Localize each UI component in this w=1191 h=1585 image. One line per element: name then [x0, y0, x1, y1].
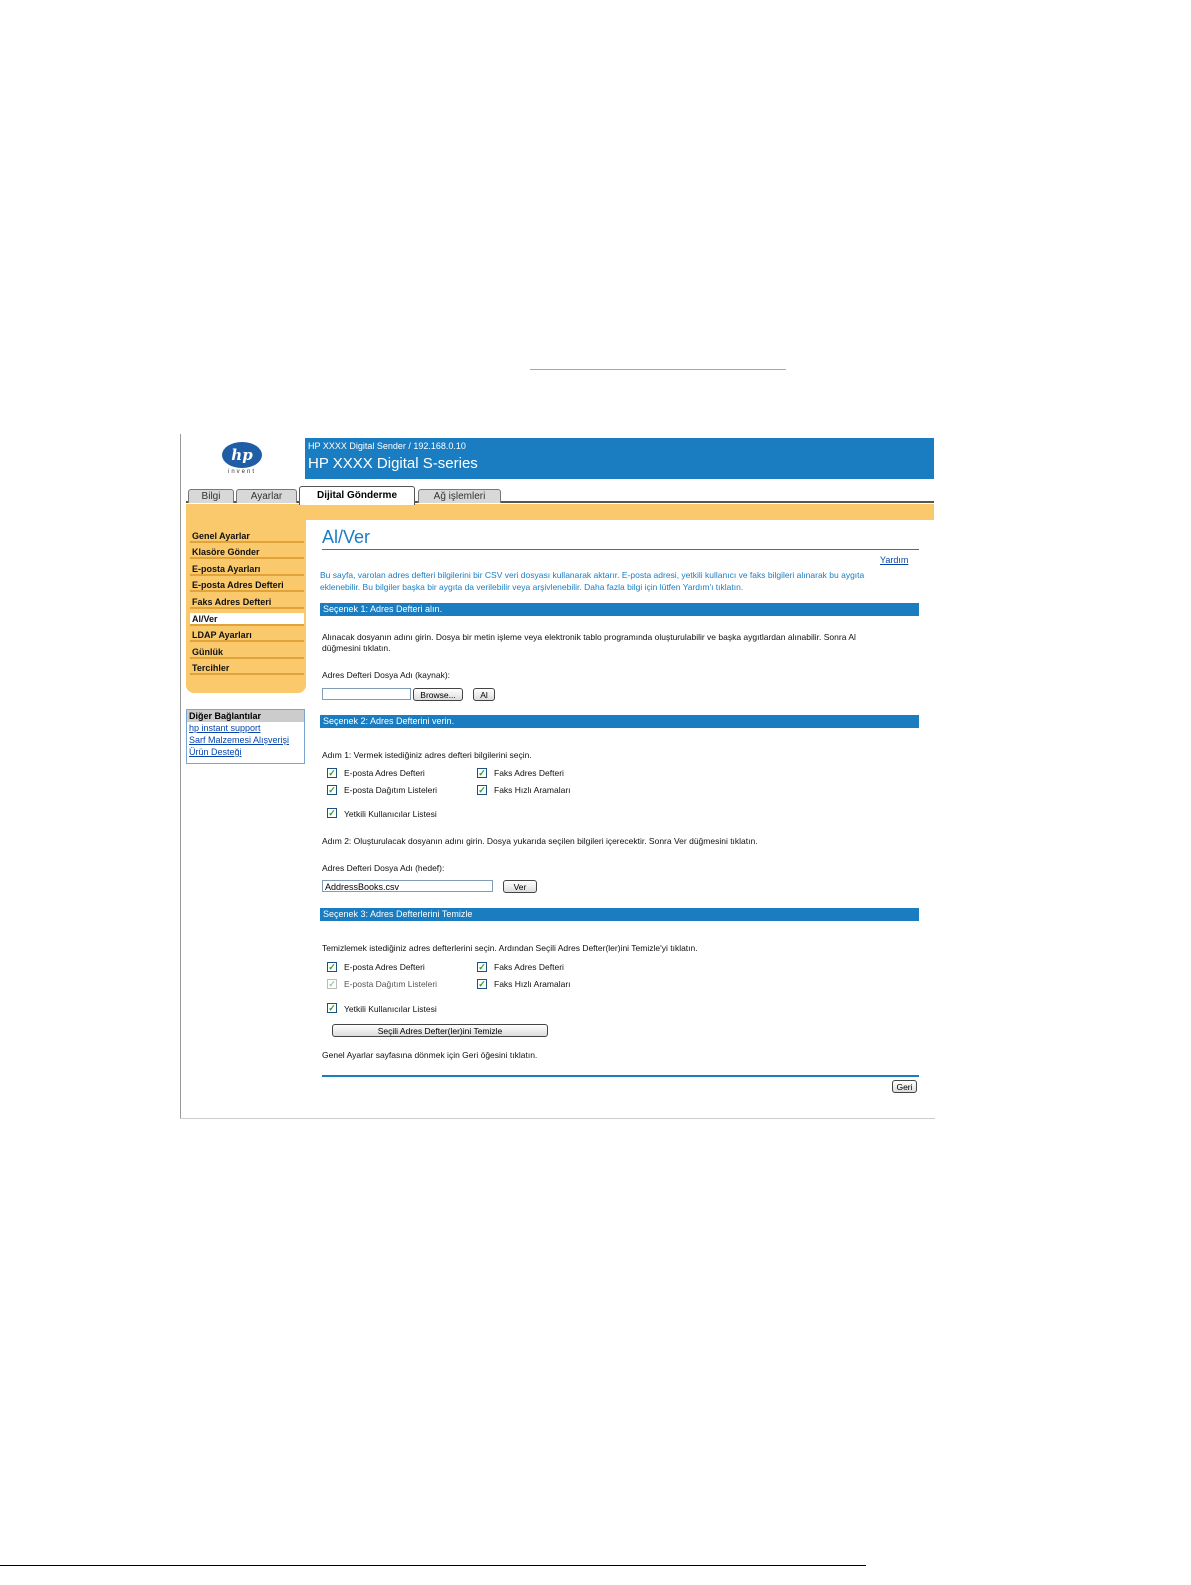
sidebar-item-klasore-gonder[interactable]: Klasöre Gönder: [190, 546, 304, 559]
export-step2-text: Adım 2: Oluşturulacak dosyanın adını girin. Dosya yukarıda seçilen bilgileri içerecektir. Sonra Ver düğmesini tıklatın.: [322, 836, 758, 846]
screenshot-frame-bottom: [180, 1118, 935, 1119]
other-links-title: Diğer Bağlantılar: [187, 710, 304, 722]
hp-logo-tagline: invent: [227, 469, 256, 475]
hp-logo: hp: [222, 442, 262, 468]
page-bottom-rule: [0, 1565, 866, 1566]
tab-ayarlar[interactable]: Ayarlar: [236, 489, 297, 503]
sidebar-item-tercihler[interactable]: Tercihler: [190, 662, 304, 675]
link-hp-instant-support[interactable]: hp instant support: [189, 723, 261, 733]
clear-desc-text: Temizlemek istediğiniz adres defterlerini seçin. Ardından Seçili Adres Defter(ler)ini Temizle'yi tıklatın.: [322, 943, 698, 953]
back-button[interactable]: Geri: [892, 1080, 917, 1093]
clear-checkbox-label: Faks Hızlı Aramaları: [494, 979, 571, 989]
export-checkbox-email-distribution-lists[interactable]: ✓: [328, 785, 336, 795]
intro-line-2: eklenebilir. Bu bilgiler başka bir aygıta da verilebilir veya arşivlenebilir. Daha fazla bilgi için lütfen Yardım'ı tıklatın.: [320, 582, 744, 592]
import-file-input[interactable]: [322, 688, 411, 700]
sidebar-item-eposta-ayarlari[interactable]: E-posta Ayarları: [190, 563, 304, 576]
export-file-label: Adres Defteri Dosya Adı (hedef):: [322, 863, 445, 873]
page-green-rule: [530, 369, 786, 370]
page-title: Al/Ver: [322, 527, 371, 547]
section-header-option2: Seçenek 2: Adres Defterini verin.: [320, 715, 919, 728]
export-checkbox-fax-speed-dials[interactable]: ✓: [478, 785, 486, 795]
orange-banner: [186, 504, 934, 520]
export-file-input[interactable]: AddressBooks.csv: [322, 880, 493, 892]
clear-checkbox-label: Yetkili Kullanıcılar Listesi: [344, 1004, 437, 1014]
export-checkbox-label: Faks Hızlı Aramaları: [494, 785, 571, 795]
export-checkbox-label: E-posta Dağıtım Listeleri: [344, 785, 438, 795]
sidebar-item-genel-ayarlar[interactable]: Genel Ayarlar: [190, 530, 304, 543]
export-step1-text: Adım 1: Vermek istediğiniz adres defteri bilgilerini seçin.: [322, 750, 532, 760]
bottom-rule: [322, 1075, 919, 1077]
browse-button[interactable]: Browse...: [413, 688, 463, 701]
other-links-box: [186, 709, 305, 764]
intro-text: [320, 569, 920, 593]
option1-desc-line2: düğmesini tıklatın.: [322, 643, 391, 653]
sidebar-item-al-ver[interactable]: Al/Ver: [190, 613, 304, 626]
intro-line-1: Bu sayfa, varolan adres defteri bilgilerini bir CSV veri dosyası kullanarak aktarır. E-posta adresi, yetkili kullanıcı ve faks bilgileri alınarak bu aygıta: [320, 570, 865, 580]
export-checkbox-label: E-posta Adres Defteri: [344, 768, 425, 778]
export-checkbox-label: Yetkili Kullanıcılar Listesi: [344, 809, 437, 819]
export-checkbox-label: Faks Adres Defteri: [494, 768, 564, 778]
clear-checkbox-fax-speed-dials[interactable]: ✓: [478, 979, 486, 989]
clear-checkbox-email-address-book[interactable]: ✓: [328, 962, 336, 972]
export-checkbox-authorized-users[interactable]: ✓: [328, 808, 336, 818]
link-urun-destegi[interactable]: Ürün Desteği: [189, 747, 242, 757]
title-bar: [305, 438, 934, 479]
tab-ag-islemleri[interactable]: Ağ işlemleri: [418, 489, 501, 503]
sidebar-item-gunluk[interactable]: Günlük: [190, 646, 304, 659]
sidebar-item-ldap-ayarlari[interactable]: LDAP Ayarları: [190, 629, 304, 642]
clear-checkbox-label: Faks Adres Defteri: [494, 962, 564, 972]
section-header-option3: Seçenek 3: Adres Defterlerini Temizle: [320, 908, 919, 921]
clear-checkbox-fax-address-book[interactable]: ✓: [478, 962, 486, 972]
device-title: HP XXXX Digital S-series: [308, 455, 478, 472]
tab-dijital-gonderme[interactable]: Dijital Gönderme: [299, 486, 415, 505]
export-checkbox-fax-address-book[interactable]: ✓: [478, 768, 486, 778]
tab-bilgi[interactable]: Bilgi: [188, 489, 234, 503]
clear-checkbox-email-distribution-lists: ✓: [328, 979, 336, 989]
import-file-label: Adres Defteri Dosya Adı (kaynak):: [322, 670, 451, 680]
clear-checkbox-label: E-posta Adres Defteri: [344, 962, 425, 972]
export-checkbox-email-address-book[interactable]: ✓: [328, 768, 336, 778]
section-header-option1: Seçenek 1: Adres Defteri alın.: [320, 603, 919, 616]
device-breadcrumb: HP XXXX Digital Sender / 192.168.0.10: [308, 441, 466, 451]
help-link[interactable]: Yardım: [880, 555, 909, 565]
clear-selected-button[interactable]: Seçili Adres Defter(ler)ini Temizle: [332, 1024, 548, 1037]
clear-checkbox-authorized-users[interactable]: ✓: [328, 1003, 336, 1013]
sidebar-item-eposta-adres-defteri[interactable]: E-posta Adres Defteri: [190, 579, 304, 592]
back-hint-text: Genel Ayarlar sayfasına dönmek için Geri öğesini tıklatın.: [322, 1050, 538, 1060]
link-sarf-malzemesi[interactable]: Sarf Malzemesi Alışverişi: [189, 735, 290, 745]
option1-desc-line1: Alınacak dosyanın adını girin. Dosya bir metin işleme veya elektronik tablo programında oluşturulabilir ve başka aygıtlardan alınabilir. Sonra Al: [322, 632, 856, 642]
screenshot-frame-left: [180, 434, 181, 1118]
title-rule: [322, 549, 919, 550]
sidebar-item-faks-adres-defteri[interactable]: Faks Adres Defteri: [190, 596, 304, 609]
import-button[interactable]: Al: [473, 688, 495, 701]
clear-checkbox-label: E-posta Dağıtım Listeleri: [344, 979, 438, 989]
export-button[interactable]: Ver: [503, 880, 537, 893]
